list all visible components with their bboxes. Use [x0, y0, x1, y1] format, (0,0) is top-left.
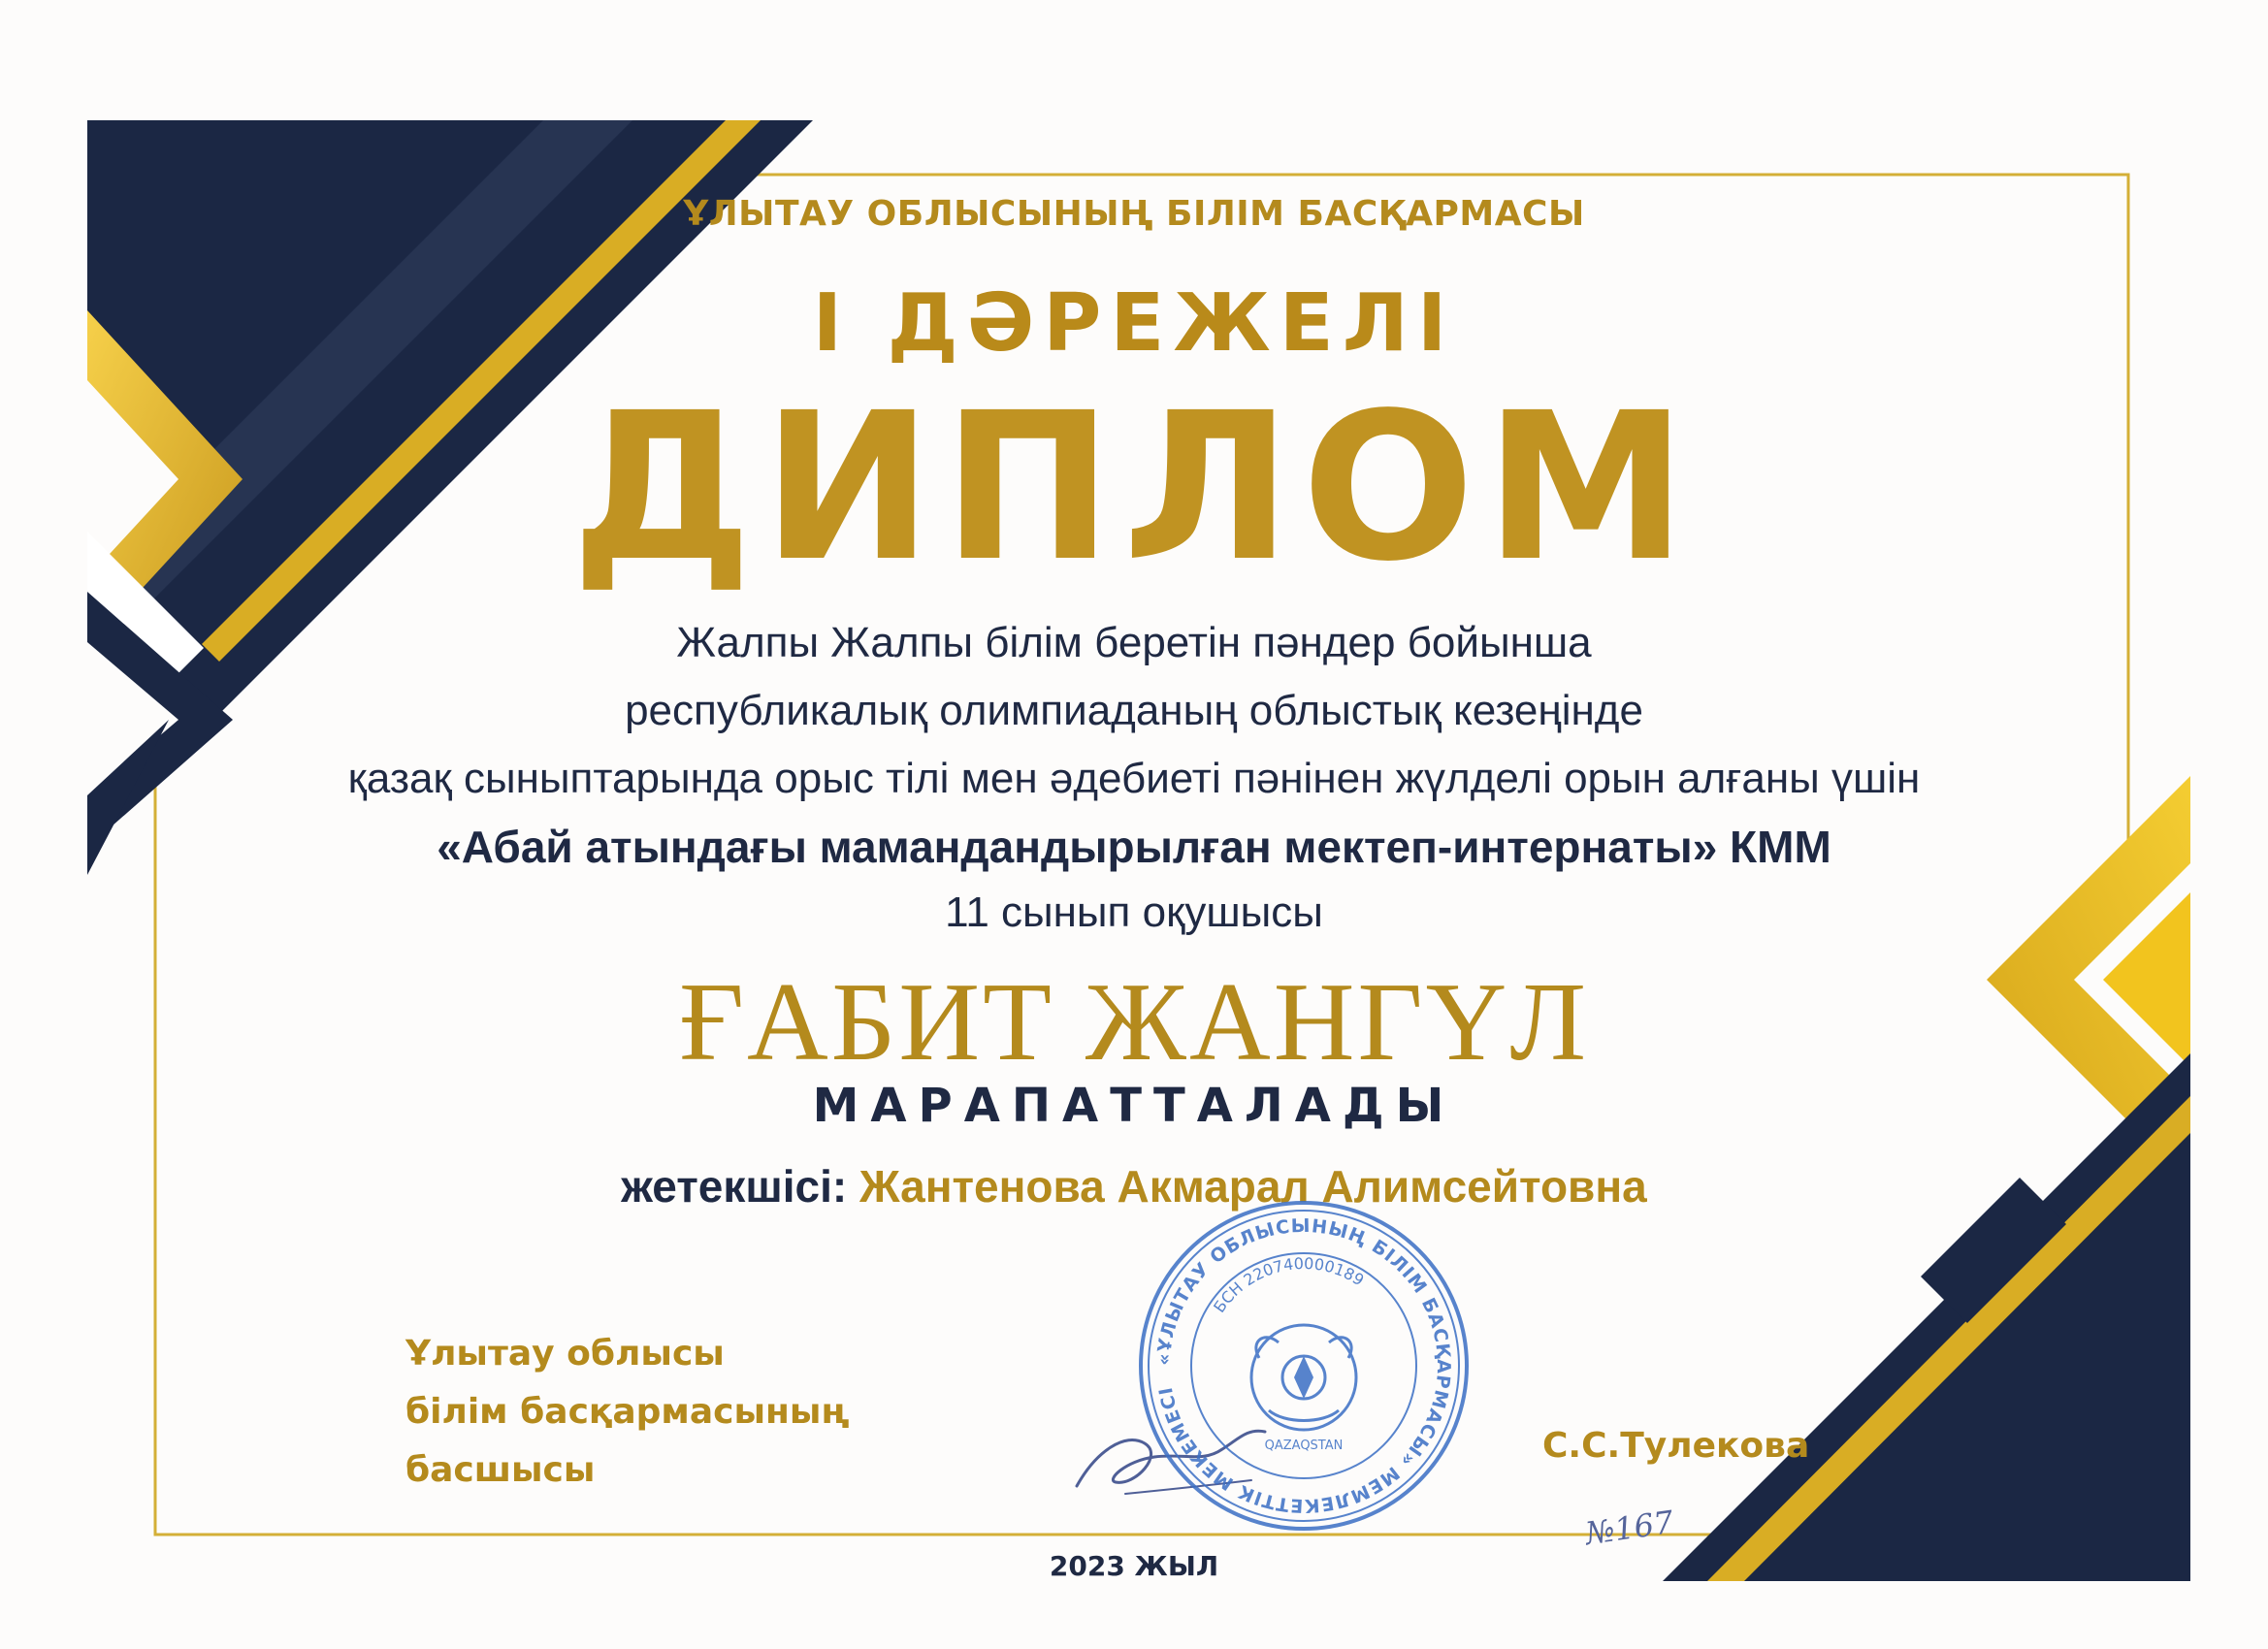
citation-line-3: қазақ сыныптарында орыс тілі мен әдебиеті пәнінен жүлделі орын алғаны үшін: [347, 755, 1921, 802]
signatory-position: [405, 1325, 850, 1500]
seal-emblem-text: QAZAQSTAN: [1264, 1439, 1344, 1453]
supervisor-name: Жантенова Акмарал Алимсейтовна: [859, 1161, 1647, 1212]
position-line-1: Ұлытау облысы: [405, 1334, 725, 1374]
signatory-name: С.С.Тулекова: [1542, 1426, 1810, 1466]
recipient-name: ҒАБИТ ЖАНГҮЛ: [678, 960, 1590, 1084]
diploma-title: ДИПЛОМ: [570, 369, 1698, 606]
issue-year: 2023 ЖЫЛ: [1049, 1550, 1219, 1582]
position-line-3: басшысы: [405, 1450, 596, 1490]
position-line-2: білім басқармасының: [405, 1392, 850, 1432]
awarded-label: МАРАПАТТАЛАДЫ: [812, 1079, 1456, 1133]
citation-line-1: Жалпы Жалпы білім беретін пәндер бойынша: [676, 619, 1592, 666]
issuer-heading: ҰЛЫТАУ ОБЛЫСЫНЫҢ БІЛІМ БАСҚАРМАСЫ: [683, 194, 1585, 234]
registration-number: №167: [1582, 1503, 1676, 1553]
student-grade: 11 сынып оқушысы: [945, 889, 1323, 936]
school-name: «Абай атындағы мамандандырылған мектеп-интернаты» КММ: [437, 822, 1831, 872]
official-seal: [1133, 1195, 1474, 1536]
seal-outer-text: «ҰЛЫТАУ ОБЛЫСЫНЫҢ БІЛІМ БАСҚАРМАСЫ» МЕМЛЕКЕТТІК МЕКЕМЕСІ: [1152, 1214, 1455, 1517]
state-emblem-icon: [1251, 1325, 1356, 1430]
citation-line-2: республикалық олимпиаданың облыстық кезеңінде: [625, 687, 1643, 734]
seal-inner-text: БСН 220740000189: [1210, 1253, 1368, 1316]
supervisor-label: жетекшісі:: [621, 1161, 848, 1212]
degree-heading: І ДӘРЕЖЕЛІ: [812, 277, 1456, 370]
svg-text:БСН 220740000189: [1210, 1254, 1367, 1316]
